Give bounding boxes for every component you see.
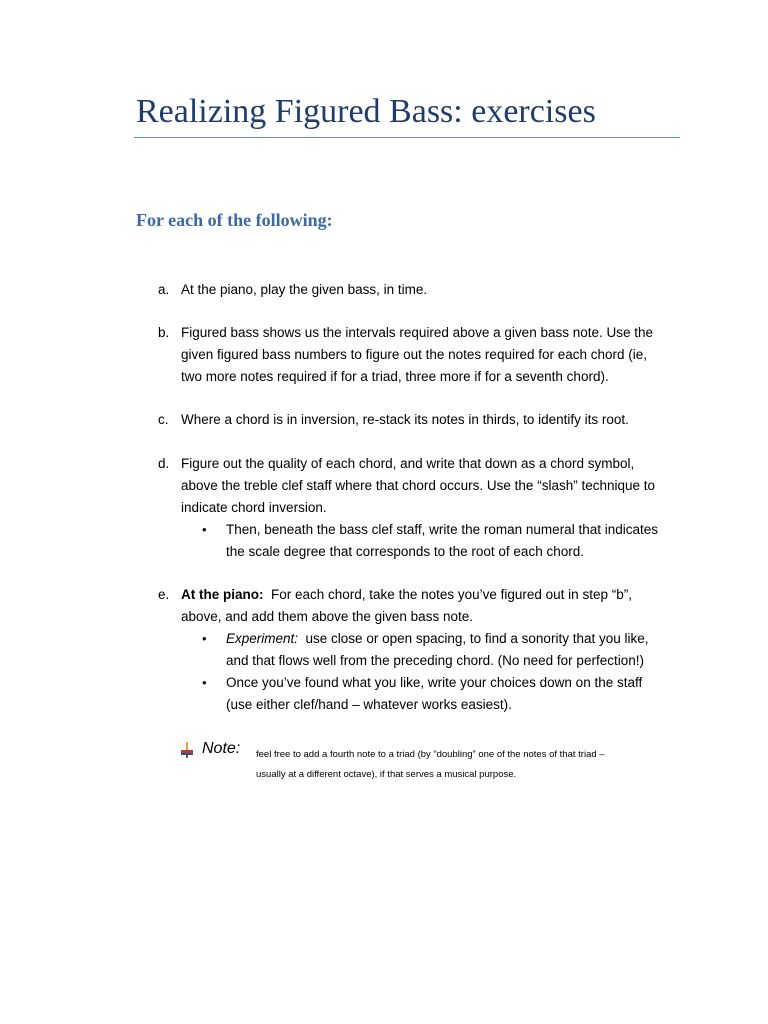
bullet-icon: •	[202, 675, 207, 690]
sub-bullet-text	[226, 519, 686, 563]
text-line: Then, beneath the bass clef staff, write the roman numeral that indicates	[226, 522, 658, 537]
text-line: Figured bass shows us the intervals required above a given bass note. Use the	[181, 325, 654, 340]
text-line: Once you’ve found what you like, write your choices down on the staff	[226, 675, 643, 690]
list-marker: a.	[158, 282, 170, 297]
sub-bullet-text	[226, 628, 686, 672]
list-item-text	[181, 409, 681, 431]
list-marker: e.	[158, 587, 170, 602]
section-heading: For each of the following:	[136, 210, 333, 230]
text-line: usually at a different octave), if that serves a musical purpose.	[256, 769, 517, 780]
text-line: (use either clef/hand – whatever works easiest).	[226, 697, 512, 712]
list-marker: d.	[158, 456, 170, 471]
list-marker: c.	[158, 412, 169, 427]
text-run: use close or open spacing, to find a sonority that you like,	[298, 631, 649, 646]
bullet-icon: •	[202, 631, 207, 646]
note-label: Note:	[202, 740, 241, 757]
text-line: feel free to add a fourth note to a triad (by “doubling” one of the notes of that triad –	[256, 749, 605, 760]
title-divider	[134, 137, 680, 138]
text-line: indicate chord inversion.	[181, 500, 327, 515]
note-text	[256, 745, 656, 785]
sub-bullet-text	[226, 672, 686, 716]
text-line: above the treble clef staff where that chord occurs. Use the “slash” technique to	[181, 478, 656, 493]
text-run: For each chord, take the notes you’ve figured out in step “b”,	[263, 587, 632, 602]
text-line: two more notes required if for a triad, three more if for a seventh chord).	[181, 369, 609, 384]
page-title: Realizing Figured Bass: exercises	[136, 93, 596, 130]
text-line	[181, 584, 681, 606]
list-item-text	[181, 453, 681, 519]
text-line: and that flows well from the preceding chord. (No need for perfection!)	[226, 653, 644, 668]
text-line: Where a chord is in inversion, re-stack its notes in thirds, to identify its root.	[181, 412, 629, 427]
text-line: the scale degree that corresponds to the root of each chord.	[226, 544, 584, 559]
list-item-text	[181, 279, 681, 301]
list-item-text	[181, 584, 681, 628]
text-line	[226, 628, 686, 650]
text-line: given figured bass numbers to figure out the notes required for each chord (ie,	[181, 347, 648, 362]
text-line: above, and add them above the given bass note.	[181, 609, 473, 624]
italic-lead: Experiment:	[226, 631, 299, 646]
list-marker: b.	[158, 325, 170, 340]
text-line: Figure out the quality of each chord, and write that down as a chord symbol,	[181, 456, 635, 471]
bullet-icon: •	[202, 522, 207, 537]
bold-lead: At the piano:	[181, 587, 264, 602]
text-line: At the piano, play the given bass, in time.	[181, 282, 428, 297]
pushpin-icon	[180, 742, 194, 758]
list-item-text	[181, 322, 681, 388]
